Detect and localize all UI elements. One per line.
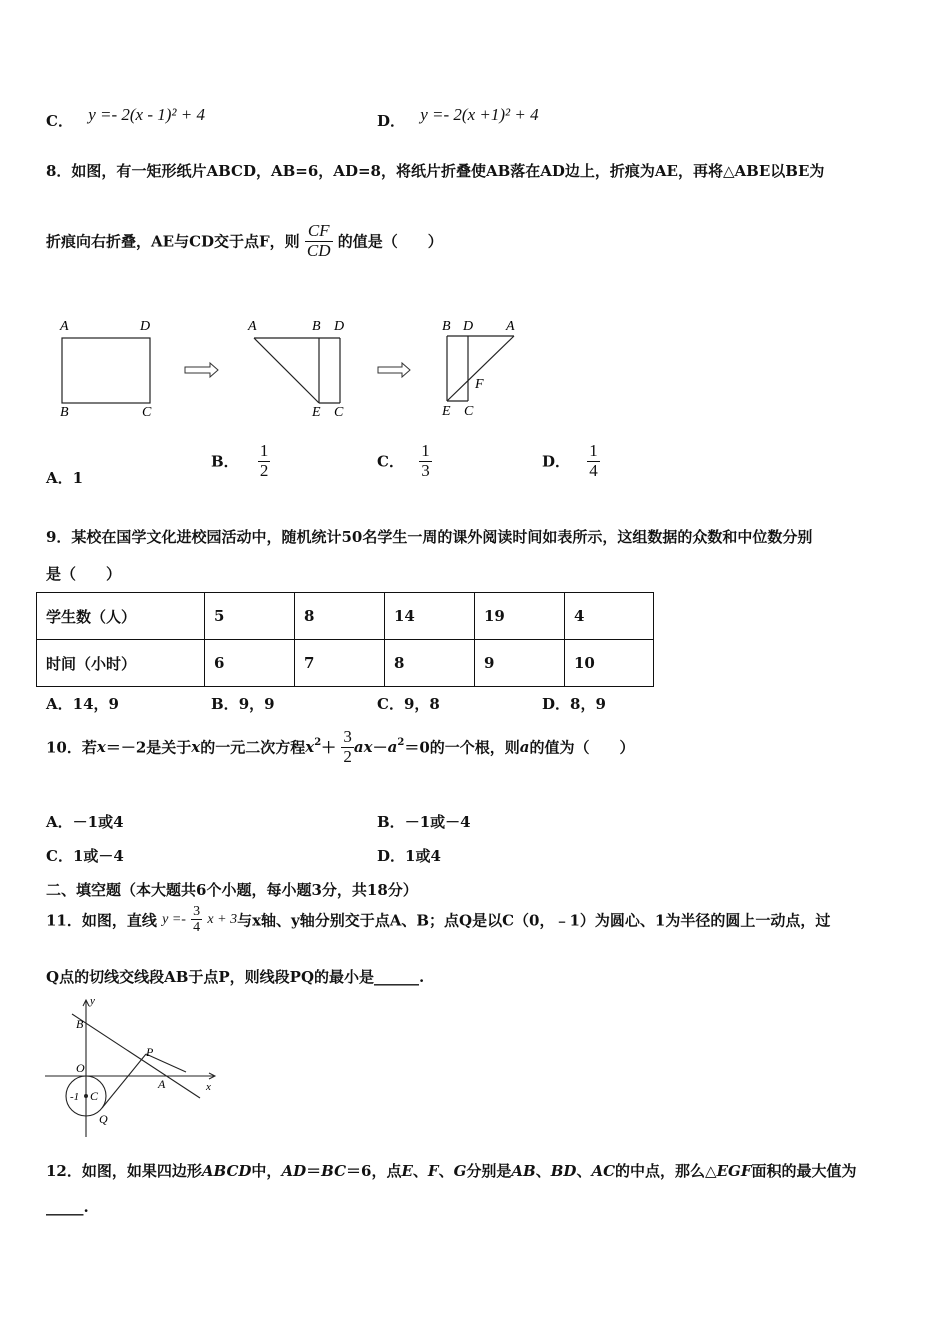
superscript: 2 (314, 737, 322, 749)
denominator: 3 (421, 460, 430, 480)
var-x: x (191, 738, 201, 757)
q12-stem-line1 (46, 1160, 857, 1181)
label-b: B (76, 1017, 84, 1031)
q8-option-c (377, 442, 432, 480)
denominator: 2 (259, 460, 269, 480)
table-cell: 时间（小时） (37, 640, 205, 687)
table-cell: 9 (475, 640, 565, 687)
text: 的中点，那么△ (615, 1162, 717, 1180)
var: F (427, 1162, 439, 1180)
fraction (258, 442, 271, 480)
var-x: x (305, 738, 315, 757)
q8-figures (40, 312, 540, 427)
var: ABCD (201, 1162, 252, 1180)
center-point (84, 1094, 88, 1098)
option-label: C． (377, 452, 404, 471)
fig3-label-e: E (442, 404, 451, 419)
option-label: D． (542, 695, 571, 713)
text: 、 (576, 1162, 592, 1180)
fig3-label-c: C (464, 404, 474, 419)
option-label: C． (377, 695, 404, 713)
q9-stem-line2: 是（ ） (46, 565, 122, 583)
eq-right: x + 3 (207, 911, 238, 927)
formula: y =- 2(x +1)² + 4 (420, 105, 539, 124)
q11-figure (40, 992, 230, 1142)
q9-stem-line1: 9．某校在国学文化进校园活动中，随机统计50名学生一周的课外阅读时间如表所示，这组数据的众数和中位数分别 (46, 528, 813, 546)
option-label: D． (542, 452, 571, 471)
var: G (453, 1162, 467, 1180)
text: 的值为（ ） (529, 738, 635, 757)
q8-option-d (542, 442, 600, 480)
fraction (419, 442, 432, 480)
option-value: 8，9 (570, 695, 606, 713)
option-label: C． (46, 847, 73, 865)
fig1-label-a: A (60, 319, 69, 334)
var: AD (281, 1162, 307, 1180)
option-value: 9，9 (238, 695, 275, 713)
text: 10．若 (46, 738, 97, 757)
var: BC (321, 1162, 347, 1180)
fig2-shape (254, 338, 340, 403)
option-value: 1或4 (405, 847, 441, 865)
numerator: 3 (343, 727, 352, 746)
table-cell: 19 (475, 593, 565, 640)
table-cell: 7 (295, 640, 385, 687)
table-cell: 5 (205, 593, 295, 640)
line-ab (72, 1014, 200, 1098)
option-value: －1或4 (72, 813, 124, 831)
fraction (587, 442, 600, 480)
option-value: 1或－4 (72, 847, 124, 865)
text: 、 (535, 1162, 551, 1180)
table-cell: 8 (295, 593, 385, 640)
var-ax: ax (353, 738, 373, 757)
q9-option-a (46, 693, 119, 714)
q9-option-c (377, 693, 440, 714)
option-value: 9，8 (403, 695, 440, 713)
fig2-label-c: C (334, 405, 344, 420)
label-x: x (206, 1081, 211, 1093)
fig2-label-e: E (312, 405, 321, 420)
var-a: a (519, 738, 530, 757)
option-label: D． (377, 847, 406, 865)
q10-stem (46, 728, 635, 766)
arrow-right-icon (185, 363, 218, 377)
q8-option-b (211, 442, 270, 480)
denominator: 4 (589, 460, 598, 480)
q8-stem-line2 (46, 222, 443, 260)
text: ＝－2是关于 (105, 738, 192, 757)
numerator: 1 (421, 441, 430, 460)
fraction-3-2 (341, 728, 354, 766)
fig3-label-d: D (463, 319, 474, 334)
q10-option-a (46, 811, 124, 832)
option-label: B． (377, 813, 405, 831)
var: AB (511, 1162, 536, 1180)
q9-option-b (211, 693, 275, 714)
text: 的值是（ ） (337, 232, 443, 251)
q11-stem-line2: Q点的切线交线段AB于点P，则线段PQ的最小是______. (46, 968, 425, 986)
option-label: C． (46, 112, 73, 130)
table-cell: 4 (565, 593, 654, 640)
option-value: －1或－4 (404, 813, 471, 831)
fig1-label-b: B (60, 405, 69, 420)
table-cell: 8 (385, 640, 475, 687)
var: E (401, 1162, 413, 1180)
option-value: 1 (72, 469, 84, 487)
table-row (37, 593, 654, 640)
option-label: A． (46, 469, 73, 487)
text: 11．如图，直线 (46, 911, 157, 930)
text: ＝0的一个根，则 (404, 738, 520, 757)
formula: y =- 2(x - 1)² + 4 (88, 105, 205, 124)
option-value: 14，9 (72, 695, 119, 713)
table-cell: 14 (385, 593, 475, 640)
q11-stem-line1 (46, 904, 830, 936)
q10-option-b (377, 811, 471, 832)
denominator: 4 (193, 920, 201, 936)
q8-option-a (46, 467, 83, 488)
text: 、 (438, 1162, 454, 1180)
table-cell: 6 (205, 640, 295, 687)
segment-pq (102, 1054, 146, 1108)
text: － (372, 738, 388, 757)
text: ＝ (306, 1162, 322, 1180)
label-a: A (158, 1077, 166, 1091)
option-label: D． (377, 112, 406, 130)
fraction-cf-cd (305, 222, 333, 260)
q10-option-c (46, 845, 124, 866)
text: 的一元二次方程 (200, 738, 306, 757)
var-a: a (387, 738, 398, 757)
fraction-3-4 (191, 904, 202, 936)
text: 分别是 (466, 1162, 512, 1180)
option-label: B． (211, 695, 239, 713)
arrow-right-icon (378, 363, 410, 377)
label-neg1: -1 (70, 1091, 80, 1103)
var-x: x (96, 738, 106, 757)
fig2-label-a: A (248, 319, 257, 334)
eq-left: y =- (162, 911, 186, 927)
fig3-label-b: B (442, 319, 451, 334)
text: 中， (251, 1162, 282, 1180)
var: EGF (716, 1162, 752, 1180)
fig1-label-c: C (142, 405, 152, 420)
label-c: C (90, 1089, 99, 1103)
label-q: Q (99, 1112, 108, 1126)
text: 折痕向右折叠，AE与CD交于点F，则 (46, 232, 300, 251)
q8-stem-line1: 8．如图，有一矩形纸片ABCD，AB=6，AD=8，将纸片折叠使AB落在AD边上，折痕为AE，再将△ABE以BE为 (46, 162, 825, 180)
var: BD (550, 1162, 577, 1180)
text: ＝6，点 (346, 1162, 402, 1180)
label-y: y (90, 995, 95, 1007)
reading-time-table (36, 592, 654, 687)
fig1-rectangle (62, 338, 150, 403)
numerator: CF (305, 222, 333, 242)
option-label: A． (46, 695, 73, 713)
text: 面积的最大值为 (751, 1162, 857, 1180)
fig2-label-d: D (334, 319, 345, 334)
section-heading: 二、填空题（本大题共6个小题，每小题3分，共18分） (46, 881, 418, 899)
var: AC (591, 1162, 616, 1180)
q7-option-d (377, 105, 539, 131)
table-cell: 学生数（人） (37, 593, 205, 640)
fig3-label-a: A (506, 319, 515, 334)
text: 、 (412, 1162, 428, 1180)
table-cell: 10 (565, 640, 654, 687)
denominator: CD (306, 240, 331, 260)
label-p: P (146, 1045, 154, 1059)
option-label: B． (211, 452, 239, 471)
q7-option-c (46, 105, 205, 131)
q10-option-d (377, 845, 441, 866)
numerator: 1 (259, 441, 269, 460)
denominator: 2 (343, 746, 352, 766)
numerator: 1 (589, 441, 598, 460)
fig2-label-b: B (312, 319, 321, 334)
option-label: A． (46, 813, 73, 831)
text: 12．如图，如果四边形 (46, 1162, 202, 1180)
text: ＋ (321, 738, 337, 757)
table-row (37, 640, 654, 687)
fig1-label-d: D (140, 319, 151, 334)
text: 与x轴、y轴分别交于点A、B；点Q是以C（0，﹣1）为圆心、1为半径的圆上一动点，过 (237, 911, 831, 930)
superscript: 2 (397, 737, 405, 749)
q12-stem-line2: _____. (46, 1198, 89, 1216)
numerator: 3 (193, 904, 201, 919)
label-o: O (76, 1061, 85, 1075)
fig3-label-f: F (475, 377, 484, 392)
q9-option-d (542, 693, 606, 714)
